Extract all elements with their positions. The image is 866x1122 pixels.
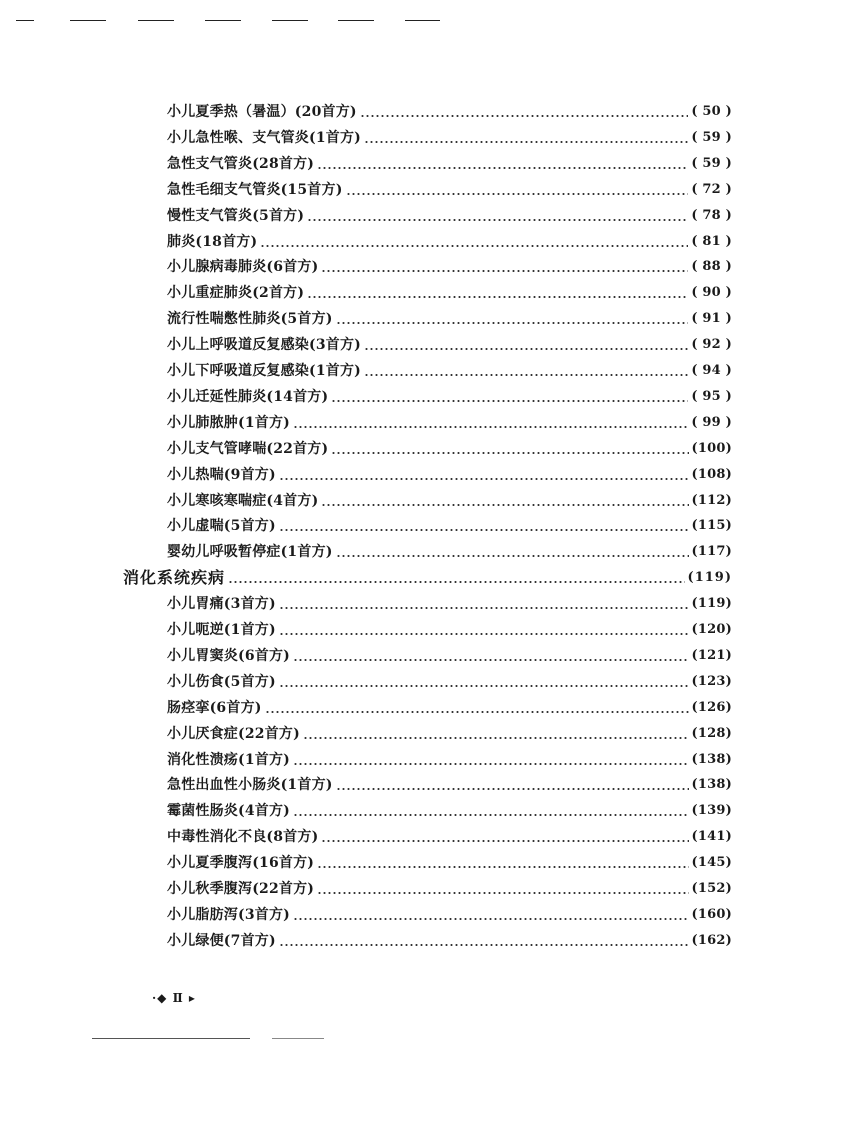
toc-entry-page: ( 59 ) [691,155,732,171]
dot-leader [279,944,689,946]
dot-leader [321,504,688,506]
toc-entry-title: 小儿夏季热（暑温）(20首方) [167,104,357,120]
dot-leader [331,452,688,454]
dot-leader [293,426,688,428]
toc-entry-page: (119) [691,596,732,612]
toc-entry-title: 急性毛细支气管炎(15首方) [167,181,343,198]
toc-entry-title: 小儿胃窦炎(6首方) [167,647,290,664]
toc-entry-page: ( 78 ) [691,207,732,223]
dot-leader [279,685,689,687]
toc-entry-title: 小儿脂肪泻(3首方) [167,906,290,923]
toc-entry-title: 消化系统疾病 [123,568,226,588]
toc-entry [167,306,732,332]
toc-entry-title: 消化性溃疡(1首方) [167,751,290,768]
toc-entry-page: (138) [691,751,732,767]
toc-entry-title: 小儿腺病毒肺炎(6首方) [167,259,319,276]
toc-entry-title: 小儿寒咳寒喘症(4首方) [167,492,319,509]
toc-entry-title: 急性支气管炎(28首方) [167,155,315,172]
toc-entry-page: ( 99 ) [691,414,732,430]
toc-entry [167,99,732,125]
dot-leader [317,167,688,169]
toc-entry-title: 肺炎(18首方) [167,233,258,250]
toc-entry-title: 霉菌性肠炎(4首方) [167,803,290,820]
dot-leader [336,322,689,324]
toc-entry [167,643,732,669]
dot-leader [336,788,689,790]
toc-entry-title: 小儿肺脓肿(1首方) [167,414,290,431]
toc-entry [167,747,732,773]
toc-entry-page: (138) [691,777,732,793]
toc-entry-page: (128) [691,725,732,741]
toc-entry-title: 小儿虚喘(5首方) [167,518,276,535]
dot-leader [307,219,688,221]
toc-entry [167,902,732,928]
toc-entry [167,488,732,514]
toc-entry [167,203,732,229]
toc-entry [167,798,732,824]
dot-leader [346,193,689,195]
toc-entry [167,850,732,876]
toc-entry [167,824,732,850]
toc-entry [167,254,732,280]
toc-entry [167,669,732,695]
page-folio: ·◆ Ⅱ ▸ [152,991,196,1005]
dot-leader [321,270,688,272]
top-dashed-rule [0,20,440,22]
toc-entry-title: 小儿热喘(9首方) [167,466,276,483]
dot-leader [360,115,689,117]
dot-leader [279,478,689,480]
toc-entry-title: 小儿迁延性肺炎(14首方) [167,388,329,405]
toc-entry-title: 小儿上呼吸道反复感染(3首方) [167,337,361,354]
toc-entry-page: (126) [691,699,732,715]
toc-entry-title: 小儿下呼吸道反复感染(1首方) [167,363,361,379]
toc-entry-page: (139) [691,803,732,819]
dot-leader [293,918,689,920]
dot-leader [293,814,689,816]
toc-entry-page: (141) [691,829,732,845]
dot-leader [293,763,689,765]
toc-entry-title: 小儿重症肺炎(2首方) [167,285,305,302]
dot-leader [364,141,688,143]
toc-entry-page: ( 95 ) [691,388,732,404]
toc-entry-title: 流行性喘憋性肺炎(5首方) [167,311,333,328]
toc-entry [167,125,732,151]
toc-entry [167,280,732,306]
toc-entry [167,617,732,643]
dot-leader [293,659,689,661]
toc-entry [167,177,732,203]
toc-entry [167,539,732,565]
toc-entry-title: 小儿伤食(5首方) [167,673,276,690]
toc-entry-title: 小儿夏季腹泻(16首方) [167,855,315,872]
dot-leader [265,711,689,713]
toc-entry [167,928,732,954]
toc-entry-page: ( 91 ) [691,311,732,327]
toc-entry-page: ( 90 ) [691,285,732,301]
toc-entry-title: 小儿秋季腹泻(22首方) [167,881,315,897]
toc-entry [167,591,732,617]
toc-entry-page: (123) [691,673,732,689]
toc-entry-page: (100) [691,440,732,456]
toc-entry [167,436,732,462]
toc-entry [167,876,732,902]
toc-entry-page: (115) [691,518,732,534]
toc-entry-title: 婴幼儿呼吸暂停症(1首方) [167,544,333,561]
toc-entry [167,772,732,798]
toc-entry [167,358,732,384]
toc-entry [167,721,732,747]
toc-entry-page: (108) [691,466,732,482]
dot-leader [260,245,688,247]
bottom-rule-mid [272,1038,324,1039]
toc-entry-page: ( 94 ) [691,363,732,378]
dot-leader [307,296,688,298]
dot-leader [279,607,689,609]
toc-entry-title: 小儿呃逆(1首方) [167,622,276,638]
toc-entry-title: 慢性支气管炎(5首方) [167,207,305,224]
toc-entry [167,384,732,410]
toc-entry-page: ( 72 ) [691,181,732,197]
toc-section-heading [123,565,732,591]
dot-leader [228,581,685,583]
toc-entry-page: ( 92 ) [691,337,732,353]
toc-entry [167,332,732,358]
toc-entry-title: 肠痉挛(6首方) [167,699,262,716]
toc-entry-page: (160) [691,906,732,922]
toc-entry-page: (162) [691,932,732,948]
toc-entry [167,513,732,539]
dot-leader [317,866,688,868]
toc-entry [167,229,732,255]
toc-entry-page: ( 88 ) [691,259,732,275]
toc-entry-page: (121) [691,647,732,663]
toc-entry-page: ( 81 ) [691,233,732,249]
toc-entry [167,151,732,177]
toc-entry [167,462,732,488]
toc-entry-page: (117) [691,544,732,560]
dot-leader [279,529,689,531]
toc-entry [167,410,732,436]
toc-entry-page: (119) [687,570,732,586]
dot-leader [336,555,689,557]
toc-entry-title: 急性出血性小肠炎(1首方) [167,777,333,794]
toc-entry-title: 小儿绿便(7首方) [167,932,276,949]
toc-entry-page: (112) [691,492,732,508]
toc-entry-title: 小儿胃痛(3首方) [167,596,276,613]
dot-leader [303,737,689,739]
dot-leader [331,400,688,402]
dot-leader [321,840,688,842]
toc-entry [167,695,732,721]
toc-entry-page: (152) [691,881,732,896]
toc-entry-page: (120) [691,622,732,637]
toc-entry-title: 中毒性消化不良(8首方) [167,829,319,846]
dot-leader [364,348,688,350]
dot-leader [364,374,688,376]
dot-leader [279,633,689,635]
toc-entry-page: ( 50 ) [691,104,732,119]
toc-entry-page: ( 59 ) [691,129,732,145]
dot-leader [317,892,688,894]
toc-entry-title: 小儿厌食症(22首方) [167,725,300,742]
toc-entry-title: 小儿急性喉、支气管炎(1首方) [167,129,361,146]
toc-entry-page: (145) [691,855,732,871]
bottom-rule-left [92,1038,250,1039]
toc-entry-title: 小儿支气管哮喘(22首方) [167,440,329,457]
